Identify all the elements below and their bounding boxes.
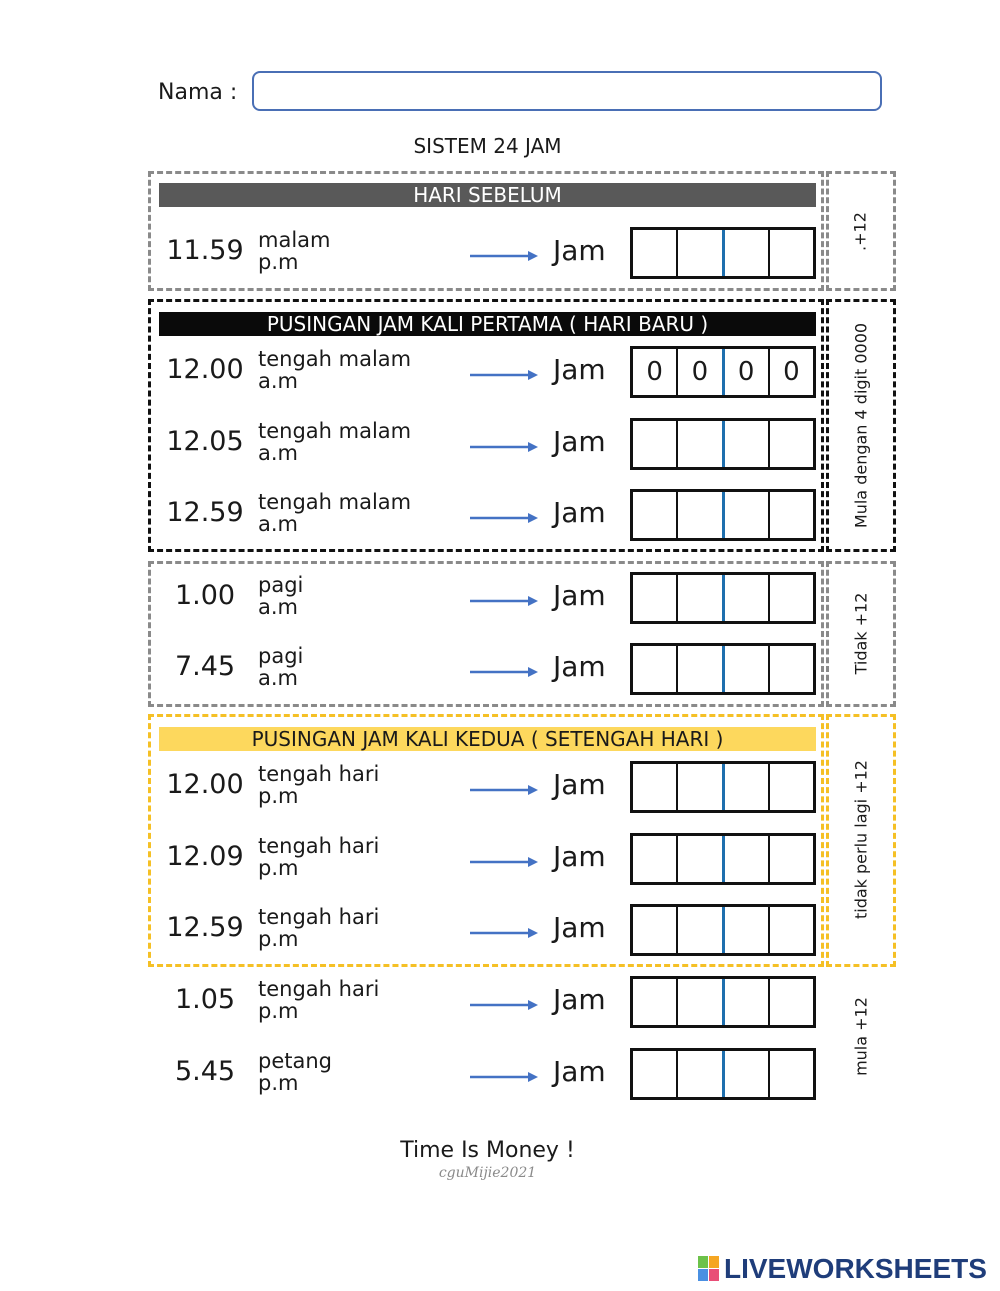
answer-boxes [630, 1048, 816, 1100]
digit-input[interactable] [676, 1051, 721, 1097]
digit-input[interactable] [676, 421, 721, 467]
row-period: tengah hari [258, 905, 380, 929]
answer-boxes [630, 761, 816, 813]
row-suffix: a.m [258, 512, 299, 536]
digit-input[interactable] [633, 1051, 676, 1097]
row-time: 12.09 [166, 841, 244, 872]
row-description [258, 835, 379, 879]
answer-boxes [630, 833, 816, 885]
digit-input[interactable] [768, 575, 813, 621]
jam-label: Jam [553, 1055, 606, 1088]
jam-label: Jam [553, 840, 606, 873]
digit-input[interactable] [633, 764, 676, 810]
digit-input[interactable] [676, 349, 721, 395]
answer-boxes [630, 489, 816, 541]
row-period: malam [258, 228, 331, 252]
digit-input[interactable] [676, 907, 721, 953]
row-time: 12.00 [166, 769, 244, 800]
row-period: tengah hari [258, 834, 380, 858]
digit-input[interactable] [633, 349, 676, 395]
row-time: 12.59 [166, 912, 244, 943]
digit-input[interactable] [676, 230, 721, 276]
row-period: tengah malam [258, 419, 412, 443]
digit-input[interactable] [722, 836, 768, 882]
arrow-right-icon [470, 366, 538, 378]
liveworksheets-brand: LIVEWORKSHEETS [724, 1253, 987, 1284]
jam-label: Jam [553, 579, 606, 612]
row-description [258, 978, 379, 1022]
digit-input[interactable] [676, 646, 721, 692]
row-description [258, 229, 331, 273]
banner-pusingan-kedua: PUSINGAN JAM KALI KEDUA ( SETENGAH HARI ) [159, 727, 816, 751]
side-note-hari-sebelum: .+12 [850, 212, 870, 251]
row-description [258, 491, 411, 535]
row-period: tengah hari [258, 762, 380, 786]
arrow-right-icon [470, 924, 538, 936]
side-note-pusingan-pertama: Mula dengan 4 digit 0000 [851, 322, 871, 529]
side-note-pusingan-kedua: tidak perlu lagi +12 [851, 760, 871, 919]
row-description [258, 763, 379, 807]
row-time: 7.45 [174, 651, 236, 682]
digit-input[interactable] [633, 836, 676, 882]
footer-motto: Time Is Money ! [400, 1138, 575, 1163]
row-description [258, 1050, 332, 1094]
liveworksheets-logo-icon [698, 1256, 720, 1282]
row-period: tengah malam [258, 490, 412, 514]
digit-input[interactable] [768, 764, 813, 810]
answer-boxes [630, 643, 816, 695]
row-description [258, 906, 379, 950]
jam-label: Jam [553, 425, 606, 458]
jam-label: Jam [553, 911, 606, 944]
row-description [258, 645, 303, 689]
answer-boxes [630, 904, 816, 956]
row-description [258, 574, 303, 618]
row-time: 11.59 [166, 235, 244, 266]
digit-input[interactable] [768, 836, 813, 882]
row-period: pagi [258, 573, 304, 597]
row-time: 1.05 [174, 984, 236, 1015]
digit-input[interactable] [722, 575, 768, 621]
arrow-right-icon [470, 438, 538, 450]
digit-input[interactable] [633, 492, 676, 538]
answer-boxes [630, 346, 816, 398]
arrow-right-icon [470, 996, 538, 1008]
answer-boxes [630, 227, 816, 279]
digit-input[interactable] [633, 230, 676, 276]
digit-input[interactable] [676, 764, 721, 810]
row-period: tengah hari [258, 977, 380, 1001]
digit-input[interactable] [768, 979, 813, 1025]
row-suffix: p.m [258, 784, 299, 808]
row-suffix: p.m [258, 250, 299, 274]
jam-label: Jam [553, 768, 606, 801]
arrow-right-icon [470, 781, 538, 793]
arrow-right-icon [470, 509, 538, 521]
row-suffix: p.m [258, 927, 299, 951]
banner-hari-sebelum: HARI SEBELUM [159, 183, 816, 207]
banner-pusingan-pertama: PUSINGAN JAM KALI PERTAMA ( HARI BARU ) [159, 312, 816, 336]
row-time: 12.05 [166, 426, 244, 457]
answer-boxes [630, 976, 816, 1028]
digit-input[interactable] [768, 349, 813, 395]
row-time: 1.00 [174, 580, 236, 611]
digit-input[interactable] [722, 230, 768, 276]
side-note-pagi: Tidak +12 [851, 592, 871, 675]
arrow-right-icon [470, 1068, 538, 1080]
jam-label: Jam [553, 650, 606, 683]
digit-input[interactable] [633, 575, 676, 621]
footer-signature: cguMijie2021 [438, 1165, 537, 1181]
row-suffix: p.m [258, 1071, 299, 1095]
digit-input[interactable] [676, 836, 721, 882]
row-suffix: a.m [258, 441, 299, 465]
row-suffix: p.m [258, 856, 299, 880]
digit-input[interactable] [768, 421, 813, 467]
jam-label: Jam [553, 983, 606, 1016]
row-suffix: a.m [258, 369, 299, 393]
arrow-right-icon [470, 592, 538, 604]
jam-label: Jam [553, 353, 606, 386]
arrow-right-icon [470, 853, 538, 865]
row-suffix: p.m [258, 999, 299, 1023]
row-time: 5.45 [174, 1056, 236, 1087]
row-period: tengah malam [258, 347, 412, 371]
row-suffix: a.m [258, 595, 299, 619]
arrow-right-icon [470, 663, 538, 675]
digit-input[interactable] [676, 979, 721, 1025]
digit-input[interactable] [722, 907, 768, 953]
answer-boxes [630, 418, 816, 470]
row-description [258, 420, 411, 464]
digit-input[interactable] [768, 646, 813, 692]
digit-input[interactable] [768, 230, 813, 276]
name-input[interactable] [252, 71, 882, 111]
digit-input[interactable] [722, 646, 768, 692]
row-suffix: a.m [258, 666, 299, 690]
digit-input[interactable] [768, 907, 813, 953]
digit-input[interactable] [633, 907, 676, 953]
digit-input[interactable] [676, 492, 721, 538]
digit-input[interactable] [633, 421, 676, 467]
digit-input[interactable] [676, 575, 721, 621]
row-time: 12.00 [166, 354, 244, 385]
jam-label: Jam [553, 234, 606, 267]
row-time: 12.59 [166, 497, 244, 528]
digit-input[interactable] [722, 492, 768, 538]
digit-input[interactable] [633, 979, 676, 1025]
jam-label: Jam [553, 496, 606, 529]
digit-input[interactable] [722, 1051, 768, 1097]
digit-input[interactable] [768, 1051, 813, 1097]
row-period: pagi [258, 644, 304, 668]
digit-input[interactable] [722, 979, 768, 1025]
digit-input[interactable] [768, 492, 813, 538]
name-label: Nama : [158, 80, 238, 105]
digit-input[interactable] [722, 349, 768, 395]
row-period: petang [258, 1049, 332, 1073]
digit-input[interactable] [633, 646, 676, 692]
digit-input[interactable] [722, 421, 768, 467]
row-description [258, 348, 411, 392]
page-title: SISTEM 24 JAM [413, 134, 562, 158]
digit-input[interactable] [722, 764, 768, 810]
answer-boxes [630, 572, 816, 624]
arrow-right-icon [470, 247, 538, 259]
side-note-petang: mula +12 [851, 997, 871, 1076]
